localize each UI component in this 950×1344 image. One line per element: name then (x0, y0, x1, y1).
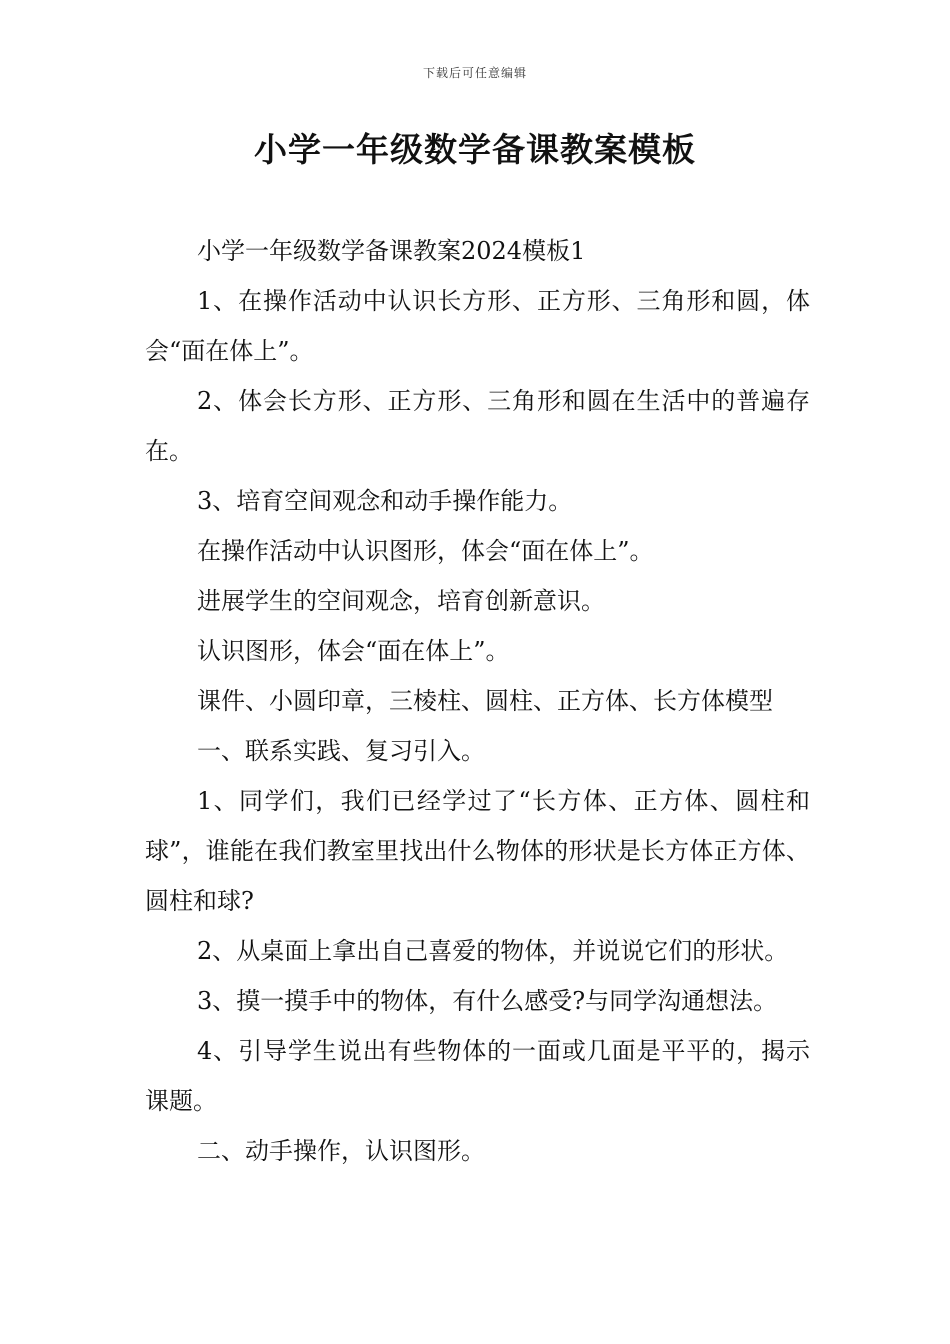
paragraph-step-1: 1、同学们，我们已经学过了“长方体、正方体、圆柱和球”，谁能在我们教室里找出什么物体的形状是长方体正方体、圆柱和球? (145, 787, 810, 915)
paragraph-step-4: 4、引导学生说出有些物体的一面或几面是平平的，揭示课题。 (145, 1037, 810, 1115)
paragraph-objective-1: 1、在操作活动中认识长方形、正方形、三角形和圆，体会“面在体上”。 (145, 287, 810, 365)
paragraph-difficulty: 认识图形，体会“面在体上”。 (197, 637, 510, 665)
paragraph-step-2: 2、从桌面上拿出自己喜爱的物体，并说说它们的形状。 (197, 937, 789, 965)
document-body (145, 226, 810, 1176)
header-note: 下载后可任意编辑 (422, 66, 527, 80)
paragraph-section-2: 二、动手操作，认识图形。 (197, 1137, 485, 1165)
paragraph-step-3: 3、摸一摸手中的物体，有什么感受?与同学沟通想法。 (197, 987, 778, 1015)
paragraph-key-point: 在操作活动中认识图形，体会“面在体上”。 (197, 537, 654, 565)
document-title: 小学一年级数学备课教案模板 (254, 130, 696, 169)
paragraph-objective-2: 2、体会长方形、正方形、三角形和圆在生活中的普遍存在。 (145, 387, 810, 465)
paragraph-subtitle: 小学一年级数学备课教案2024模板1 (197, 237, 586, 265)
paragraph-section-1: 一、联系实践、复习引入。 (197, 737, 485, 765)
paragraph-objective-3: 3、培育空间观念和动手操作能力。 (197, 487, 573, 515)
paragraph-materials: 课件、小圆印章，三棱柱、圆柱、正方体、长方体模型 (197, 687, 773, 715)
paragraph-development: 进展学生的空间观念，培育创新意识。 (197, 587, 605, 615)
